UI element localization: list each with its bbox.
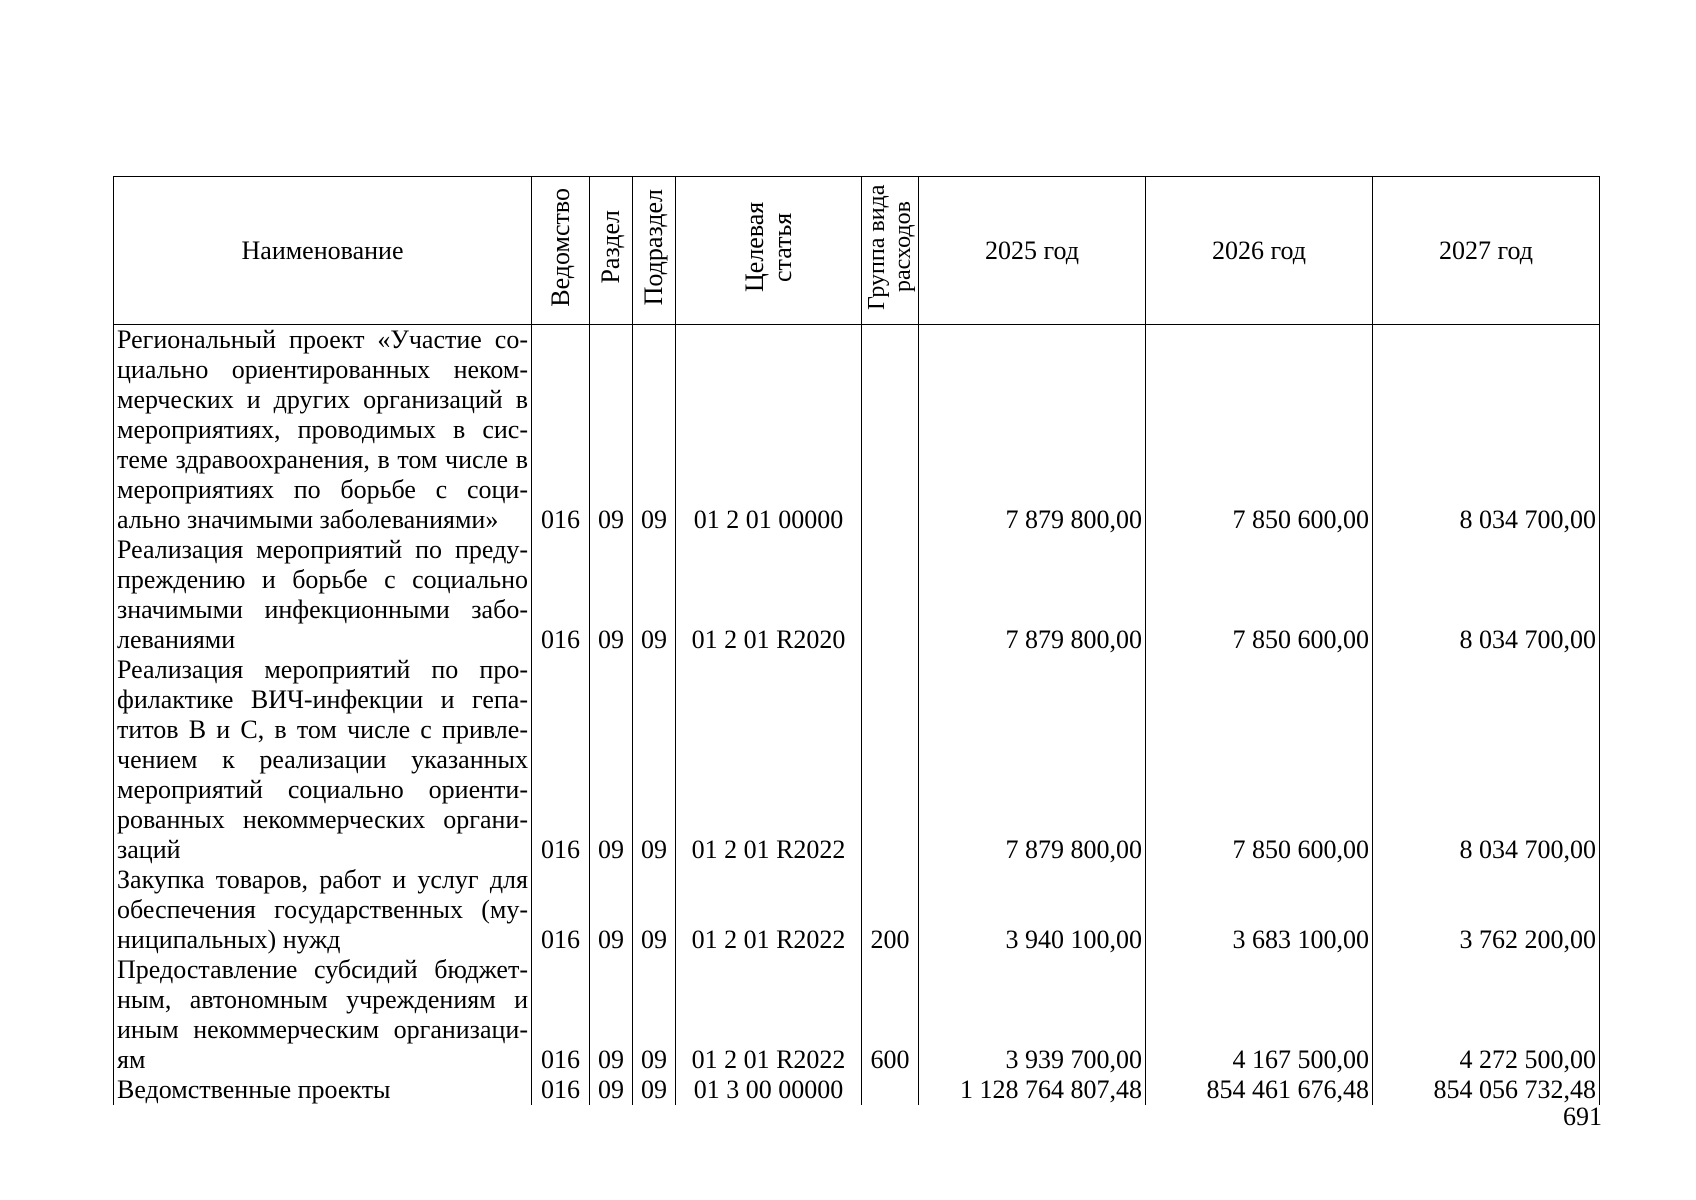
- row-podrazdel: 09: [633, 655, 676, 865]
- header-row: [114, 177, 1600, 325]
- header-group: Группа вида расходов: [862, 177, 919, 325]
- row-target: 01 2 01 R2020: [676, 535, 862, 655]
- row-2025: 1 128 764 807,48: [919, 1075, 1146, 1105]
- row-2025: 3 940 100,00: [919, 865, 1146, 955]
- row-target: 01 2 01 R2022: [676, 655, 862, 865]
- row-2027: 4 272 500,00: [1373, 955, 1600, 1075]
- table-row: [114, 1075, 1600, 1105]
- row-2026: 7 850 600,00: [1146, 655, 1373, 865]
- row-group: [862, 325, 919, 536]
- row-podrazdel: 09: [633, 325, 676, 536]
- row-razdel: 09: [590, 655, 633, 865]
- header-vedomstvo: Ведомство: [532, 177, 590, 325]
- header-podrazdel: Подраздел: [633, 177, 676, 325]
- table-row: [114, 955, 1600, 1075]
- row-2027: 8 034 700,00: [1373, 325, 1600, 536]
- header-target: Целевая статья: [676, 177, 862, 325]
- row-2027: 3 762 200,00: [1373, 865, 1600, 955]
- row-2025: 7 879 800,00: [919, 655, 1146, 865]
- row-vedomstvo: 016: [532, 865, 590, 955]
- row-group: [862, 1075, 919, 1105]
- header-2027: 2027 год: [1373, 177, 1600, 325]
- row-razdel: 09: [590, 955, 633, 1075]
- row-target: 01 2 01 R2022: [676, 865, 862, 955]
- row-razdel: 09: [590, 325, 633, 536]
- row-vedomstvo: 016: [532, 325, 590, 536]
- row-vedomstvo: 016: [532, 1075, 590, 1105]
- header-2025: 2025 год: [919, 177, 1146, 325]
- header-2026: 2026 год: [1146, 177, 1373, 325]
- row-podrazdel: 09: [633, 955, 676, 1075]
- row-vedomstvo: 016: [532, 955, 590, 1075]
- table-row: [114, 655, 1600, 865]
- row-razdel: 09: [590, 1075, 633, 1105]
- row-2027: 8 034 700,00: [1373, 655, 1600, 865]
- row-2025: 3 939 700,00: [919, 955, 1146, 1075]
- row-target: 01 2 01 R2022: [676, 955, 862, 1075]
- row-target: 01 3 00 00000: [676, 1075, 862, 1105]
- row-name: Реализация мероприятий по профилактике ВИЧ-инфекции и гепатитов В и С, в том числе с привлечением к реализации указанных мероприятий социально ориентированных некоммерческих организаций: [114, 655, 532, 865]
- row-name: Региональный проект «Участие социально ориентированных некоммерческих и других организаций в мероприятиях, проводимых в системе здравоохранения, в том числе в мероприятиях по борьбе с социально значимыми заболеваниями»: [114, 325, 532, 536]
- row-group: 600: [862, 955, 919, 1075]
- header-razdel: Раздел: [590, 177, 633, 325]
- row-2025: 7 879 800,00: [919, 325, 1146, 536]
- row-group: [862, 535, 919, 655]
- row-2025: 7 879 800,00: [919, 535, 1146, 655]
- row-name: Реализация мероприятий по предупреждению и борьбе с социально значимыми инфекционными заболеваниями: [114, 535, 532, 655]
- table-row: [114, 325, 1600, 536]
- table-row: [114, 535, 1600, 655]
- row-2027: 854 056 732,48: [1373, 1075, 1600, 1105]
- row-name: Предоставление субсидий бюджетным, автономным учреждениям и иным некоммерческим организациям: [114, 955, 532, 1075]
- row-2026: 4 167 500,00: [1146, 955, 1373, 1075]
- budget-table: [113, 176, 1600, 1105]
- row-razdel: 09: [590, 865, 633, 955]
- row-podrazdel: 09: [633, 865, 676, 955]
- row-group: 200: [862, 865, 919, 955]
- row-podrazdel: 09: [633, 1075, 676, 1105]
- row-group: [862, 655, 919, 865]
- row-2026: 3 683 100,00: [1146, 865, 1373, 955]
- row-vedomstvo: 016: [532, 535, 590, 655]
- row-2026: 7 850 600,00: [1146, 325, 1373, 536]
- row-podrazdel: 09: [633, 535, 676, 655]
- table-row: [114, 865, 1600, 955]
- row-2026: 7 850 600,00: [1146, 535, 1373, 655]
- row-vedomstvo: 016: [532, 655, 590, 865]
- row-name: Ведомственные проекты: [114, 1075, 532, 1105]
- page-number: 691: [1563, 1102, 1602, 1131]
- row-target: 01 2 01 00000: [676, 325, 862, 536]
- row-razdel: 09: [590, 535, 633, 655]
- row-2027: 8 034 700,00: [1373, 535, 1600, 655]
- row-name: Закупка товаров, работ и услуг для обеспечения государственных (муниципальных) нужд: [114, 865, 532, 955]
- row-2026: 854 461 676,48: [1146, 1075, 1373, 1105]
- header-name: Наименование: [114, 177, 532, 325]
